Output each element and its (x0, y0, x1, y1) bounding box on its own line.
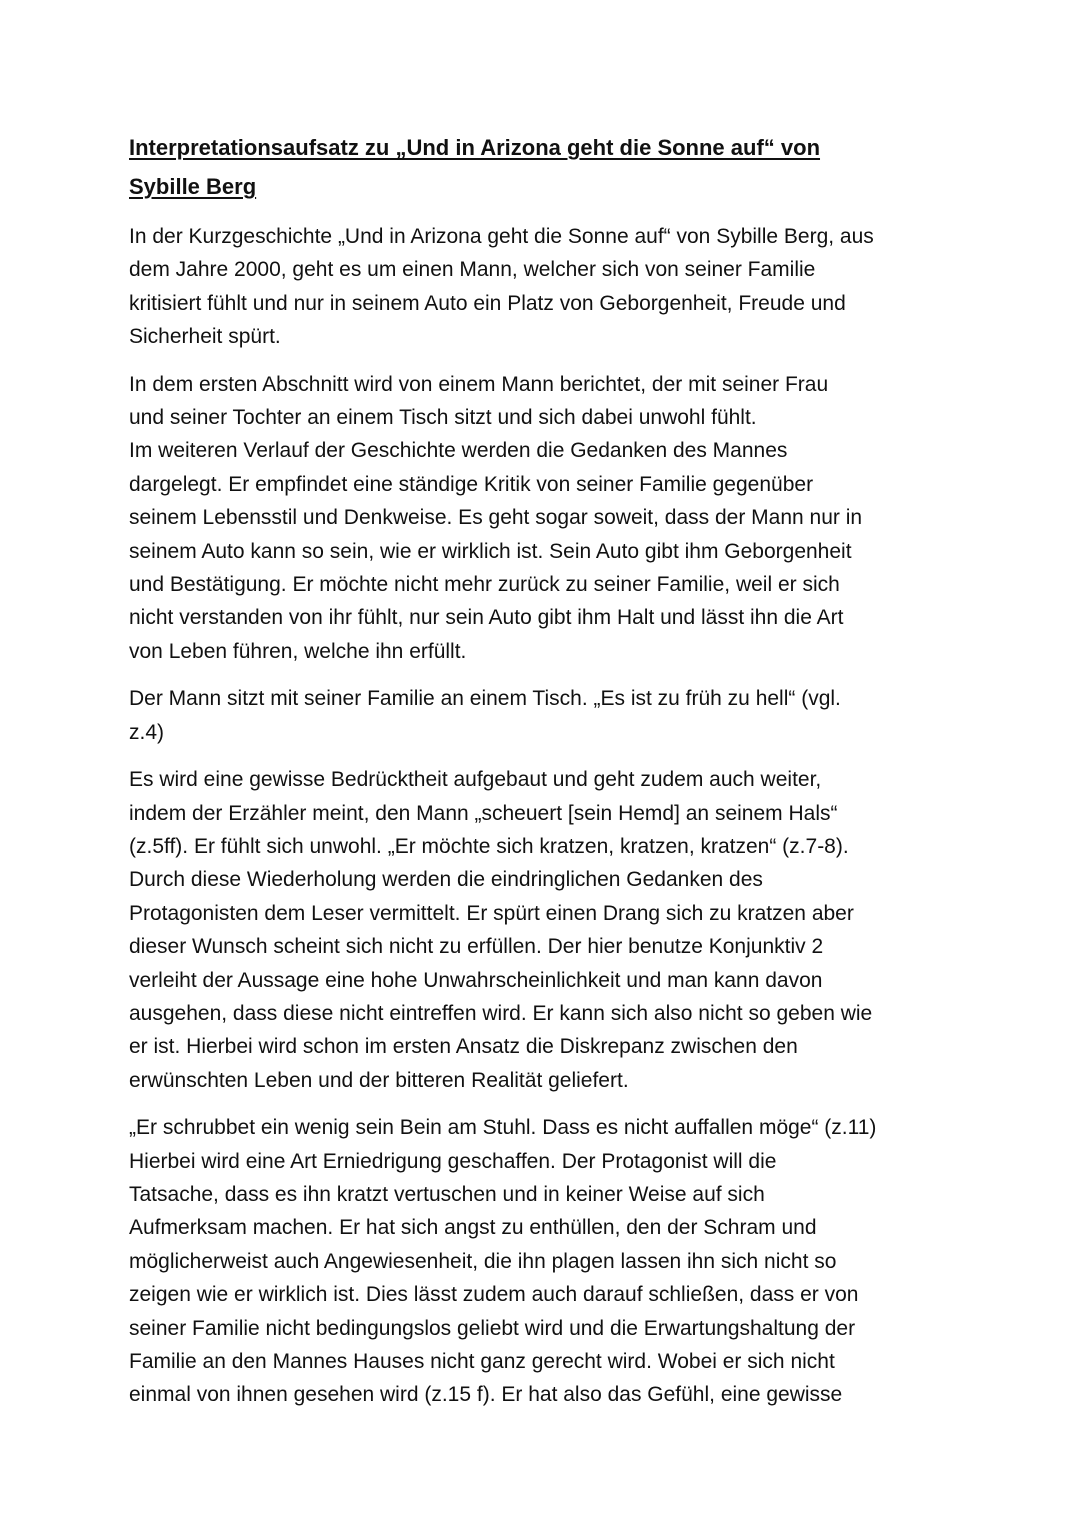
title-line: Sybille Berg (129, 174, 257, 199)
text-line: möglicherweist auch Angewiesenheit, die ihn plagen lassen ihn sich nicht so (129, 1249, 837, 1273)
text-line: „Er schrubbet ein wenig sein Bein am Stuhl. Dass es nicht auffallen möge“ (z.11) (129, 1116, 877, 1140)
paragraph-analysis-2 (129, 1111, 1049, 1412)
text-line: dargelegt. Er empfindet eine ständige Kritik von seiner Familie gegenüber (129, 472, 814, 496)
text-line: dieser Wunsch scheint sich nicht zu erfüllen. Der hier benutze Konjunktiv 2 (129, 935, 824, 959)
text-line: indem der Erzähler meint, den Mann „scheuert [sein Hemd] an seinem Hals“ (129, 801, 838, 825)
text-line: (z.5ff). Er fühlt sich unwohl. „Er möchte sich kratzen, kratzen, kratzen“ (z.7-8). (129, 834, 849, 858)
text-line: In der Kurzgeschichte „Und in Arizona geht die Sonne auf“ von Sybille Berg, aus (129, 225, 874, 248)
text-line: Der Mann sitzt mit seiner Familie an einem Tisch. „Es ist zu früh zu hell“ (vgl. (129, 687, 841, 711)
paragraph-introduction (129, 220, 1049, 354)
text-line: Es wird eine gewisse Bedrücktheit aufgebaut und geht zudem auch weiter, (129, 768, 822, 792)
text-line: Familie an den Mannes Hauses nicht ganz gerecht wird. Wobei er sich nicht (129, 1350, 835, 1373)
text-line: Hierbei wird eine Art Erniedrigung geschaffen. Der Protagonist will die (129, 1149, 777, 1173)
paragraph-analysis-1 (129, 763, 1049, 1097)
text-line: z.4) (129, 720, 165, 744)
text-line: er ist. Hierbei wird schon im ersten Ansatz die Diskrepanz zwischen den (129, 1035, 798, 1059)
text-line: Durch diese Wiederholung werden die eindringlichen Gedanken des (129, 868, 763, 892)
text-line: In dem ersten Abschnitt wird von einem Mann berichtet, der mit seiner Frau (129, 372, 829, 396)
text-line: Protagonisten dem Leser vermittelt. Er spürt einen Drang sich zu kratzen aber (129, 901, 854, 925)
text-line: einmal von ihnen gesehen wird (z.15 f). Er hat also das Gefühl, eine gewisse (129, 1383, 843, 1407)
paragraph-quote-table (129, 682, 1049, 749)
title-line: Interpretationsaufsatz zu „Und in Arizona geht die Sonne auf“ von (129, 135, 821, 160)
text-line: seiner Familie nicht bedingungslos geliebt wird und die Erwartungshaltung der (129, 1316, 856, 1340)
paragraph-summary (129, 368, 1049, 669)
text-line: ausgehen, dass diese nicht eintreffen wird. Er kann sich also nicht so geben wie (129, 1001, 873, 1025)
text-line: von Leben führen, welche ihn erfüllt. (129, 639, 467, 663)
text-line: und Bestätigung. Er möchte nicht mehr zurück zu seiner Familie, weil er sich (129, 573, 840, 597)
text-line: dem Jahre 2000, geht es um einen Mann, welcher sich von seiner Familie (129, 258, 816, 282)
text-line: Aufmerksam machen. Er hat sich angst zu enthüllen, den der Schram und (129, 1216, 817, 1240)
text-line: kritisiert fühlt und nur in seinem Auto ein Platz von Geborgenheit, Freude und (129, 291, 846, 315)
text-line: erwünschten Leben und der bitteren Realität geliefert. (129, 1068, 629, 1092)
text-line: Im weiteren Verlauf der Geschichte werden die Gedanken des Mannes (129, 439, 788, 463)
document-title (129, 128, 1049, 206)
text-line: Sicherheit spürt. (129, 325, 281, 349)
text-line: zeigen wie er wirklich ist. Dies lässt zudem auch darauf schließen, dass er von (129, 1283, 859, 1307)
text-line: seinem Auto kann so sein, wie er wirklich ist. Sein Auto gibt ihm Geborgenheit (129, 539, 852, 563)
text-line: verleiht der Aussage eine hohe Unwahrscheinlichkeit und man kann davon (129, 968, 823, 992)
text-line: Tatsache, dass es ihn kratzt vertuschen und in keiner Weise auf sich (129, 1182, 765, 1206)
document-body (129, 128, 1049, 1412)
text-line: nicht verstanden von ihr fühlt, nur sein Auto gibt ihm Halt und lässt ihn die Art (129, 606, 844, 630)
text-line: und seiner Tochter an einem Tisch sitzt und sich dabei unwohl fühlt. (129, 406, 757, 430)
text-line: seinem Lebensstil und Denkweise. Es geht sogar soweit, dass der Mann nur in (129, 506, 863, 530)
